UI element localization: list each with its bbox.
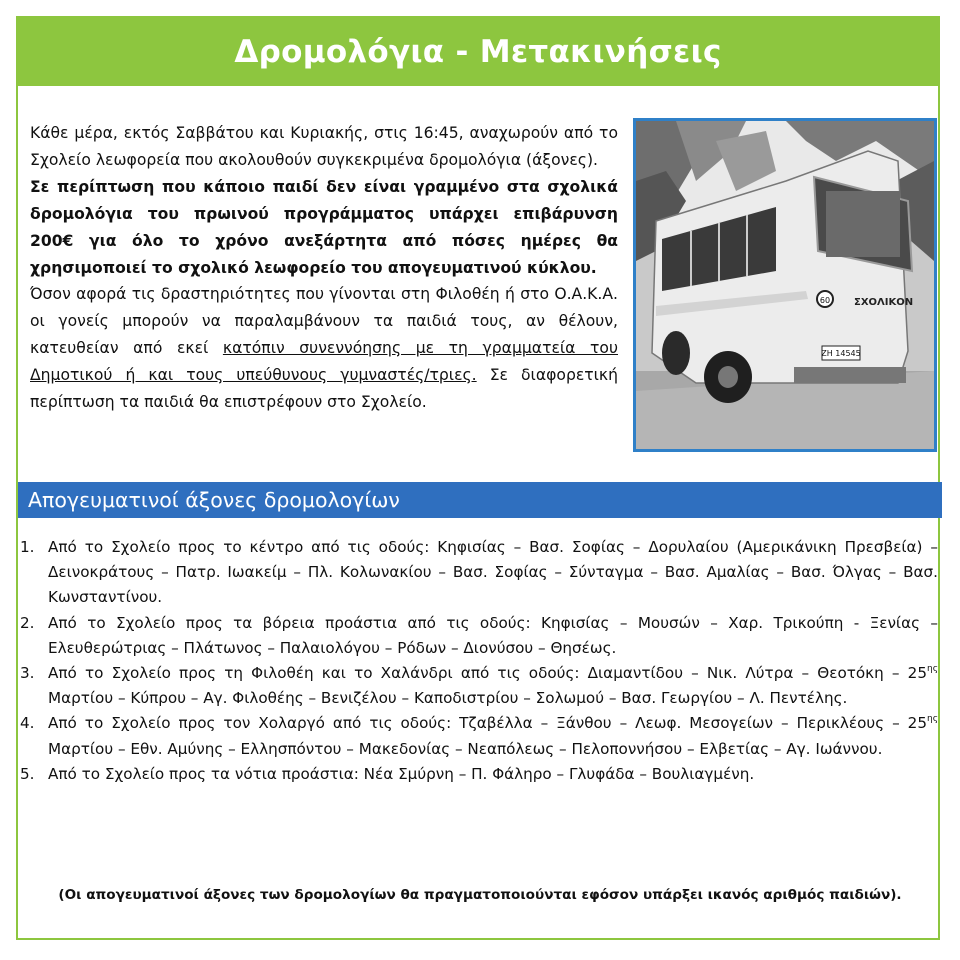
footnote: (Οι απογευματινοί άξονες των δρομολογίων θα πραγματοποιούνται εφόσον υπάρξει ικανός αριθμός παιδιών).: [58, 887, 902, 903]
speed-sign-text: 60: [819, 296, 831, 305]
route-number: 3.: [20, 664, 35, 683]
route-text-part-a: Από το Σχολείο προς τον Χολαργό από τις οδούς: Τζαβέλλα – Ξάνθου – Λεωφ. Μεσογείων – Περικλέους – 25: [48, 714, 927, 733]
section-title-text: Απογευματινοί άξονες δρομολογίων: [28, 488, 400, 512]
route-text: Από το Σχολείο προς το κέντρο από τις οδούς: Κηφισίας – Βασ. Σοφίας – Δορυλαίου (Αμερικάνικη Πρεσβεία) – Δεινοκράτους – Πατρ. Ιωακείμ – Πλ. Κολωνακίου – Βασ. Σοφίας – Σύνταγμα – Βασ. Αμαλίας – Βασ. Όλγας – Βασ. Κωνσταντίνου.: [48, 538, 938, 607]
route-item: [20, 762, 938, 787]
license-plate-text: ZH 14545: [821, 349, 861, 358]
page-title-text: Δρομολόγια - Μετακινήσεις: [234, 34, 722, 70]
route-text-part-a: Από το Σχολείο προς τη Φιλοθέη και το Χαλάνδρι από τις οδούς: Διαμαντίδου – Νικ. Λύτρα – Θεοτόκη – 25: [48, 664, 927, 683]
route-text-part-b: Μαρτίου – Κύπρου – Αγ. Φιλοθέης – Βενιζέλου – Καποδιστρίου – Σολωμού – Βασ. Γεωργίου – Λ. Πεντέλης.: [48, 689, 848, 708]
route-ordinal-suffix: ης: [927, 714, 938, 725]
route-item: [20, 661, 938, 711]
routes-list: [20, 535, 938, 787]
section-title-bar: [18, 482, 942, 518]
route-text: Από το Σχολείο προς τα βόρεια προάστια από τις οδούς: Κηφισίας – Μουσών – Χαρ. Τρικούπη - Ξενίας – Ελευθερώτριας – Πλάτωνος – Παλαιολόγου – Ρόδων – Διονύσου – Θησέως.: [48, 613, 938, 657]
page-title: [18, 18, 938, 86]
intro-activities-underlined: κατόπιν συνεννόησης με τη γραμματεία του Δημοτικού ή και τους υπεύθυνους γυμναστές/τριες.: [30, 339, 618, 385]
route-number: 4.: [20, 714, 35, 733]
route-item: [20, 611, 938, 661]
route-ordinal-suffix: ης: [927, 664, 938, 675]
route-number: 1.: [20, 538, 35, 556]
route-item: [20, 711, 938, 761]
route-number: 5.: [20, 764, 35, 783]
route-number: 2.: [20, 613, 35, 632]
intro-paragraph-fee: Σε περίπτωση που κάποιο παιδί δεν είναι γραμμένο στα σχολικά δρομολόγια του πρωινού προγράμματος υπάρχει επιβάρυνση 200€ για όλο το χρόνο ανεξάρτητα από πόσες ημέρες θα χρησιμοποιεί το σχολικό λεωφορείο του απογευματινού κύκλου.: [30, 177, 618, 277]
intro-activities-start: Όσον αφορά τις δραστηριότητες που γίνονται στη Φιλοθέη ή στο Ο.Α.Κ.Α. οι γονείς μπορούν να παραλαμβάνουν τα παιδιά τους, αν θέλουν, κατευθείαν από εκεί: [30, 285, 618, 358]
intro-paragraph-activities: [30, 281, 618, 416]
route-item: [20, 535, 938, 611]
school-bus-photo: [633, 118, 937, 452]
intro-activities-end: Σε διαφορετική περίπτωση τα παιδιά θα επιστρέφουν στο Σχολείο.: [30, 366, 619, 412]
intro-paragraph-schedule: Κάθε μέρα, εκτός Σαββάτου και Κυριακής, στις 16:45, αναχωρούν από το Σχολείο λεωφορεία που ακολουθούν συγκεκριμένα δρομολόγια (άξονες).: [30, 124, 618, 169]
route-text-part-b: Μαρτίου – Εθν. Αμύνης – Ελλησπόντου – Μακεδονίας – Νεαπόλεως – Πελοποννήσου – Ελβετίας – Αγ. Ιωάννου.: [48, 739, 883, 758]
bus-label-text: ΣΧΟΛΙΚΟΝ: [854, 297, 914, 308]
route-text: Από το Σχολείο προς τα νότια προάστια: Νέα Σμύρνη – Π. Φάληρο – Γλυφάδα – Βουλιαγμένη.: [48, 764, 755, 783]
intro-text: [30, 120, 618, 416]
